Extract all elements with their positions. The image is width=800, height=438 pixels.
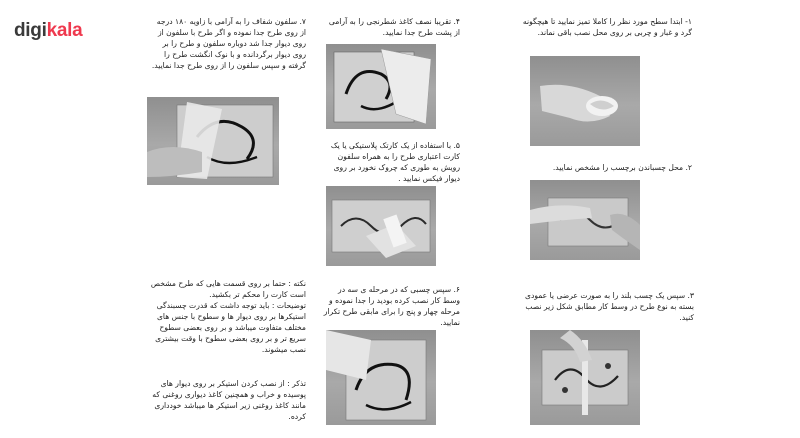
step-2-photo xyxy=(530,180,640,260)
logo-part-digi: digi xyxy=(14,20,47,41)
step-6-photo xyxy=(326,330,436,425)
step-4-photo xyxy=(326,44,436,129)
step-7-text: ۷. سلفون شفاف را به آرامی با زاویه ۱۸۰ درجه از روی طرح جدا نموده و اگر طرح با سلفون از روی دیوار جدا شد دوباره سلفون و طرح را بر روی دیوار برگردانده و با نوک انگشت طرح را گرفته و سپس سلفون را از روی طرح جدا نمایید. xyxy=(151,17,306,70)
step-1-photo xyxy=(530,56,640,146)
step-5-text: ۵. با استفاده از یک کارتک پلاستیکی یا یک کارت اعتباری طرح را به همراه سلفون رویش به طوری که چروک نخورد بر روی دیوار فیکس نمایید . xyxy=(330,141,460,183)
step-1-text: ۱- ابتدا سطح مورد نظر را کاملا تمیز نمایید تا هیچگونه گرد و غبار و چربی بر روی محل نصب باقی نماند. xyxy=(522,17,692,37)
logo-part-kala: kala xyxy=(46,20,83,41)
note-tip-text: نکته : حتما بر روی قسمت هایی که طرح مشخص است کارت را محکم تر بکشید. xyxy=(150,279,306,299)
step-3-photo xyxy=(530,330,640,425)
digikala-logo xyxy=(14,20,82,42)
note-warning-text: تذکر : از نصب کردن استیکر بر روی دیوار های پوسیده و خراب و همچنین کاغذ دیواری روغنی که مانند کاغذ روغنی زیر استیکر ها میباشد خودداری کرده. xyxy=(152,379,306,421)
step-5-photo xyxy=(326,186,436,266)
note-description-text: توضیحات : باید توجه داشت که قدرت چسبندگی استیکرها بر روی دیوار ها و سطوح با جنس های مختلف متفاوت میباشد و بر روی بعضی سطوح سریع تر و بر روی بعضی سطوح با وقت بیشتری نصب میشوند. xyxy=(155,301,306,354)
step-6-text: ۶. سپس چسبی که در مرحله ی سه در وسط کار نصب کرده بودید را جدا نموده و مرحله چهار و پنج را برای مابقی طرح تکرار نمایید. xyxy=(323,285,460,327)
step-4-text: ۴. تقریبا نصف کاغذ شطرنجی را به آرامی از پشت طرح جدا نمایید. xyxy=(328,17,460,37)
step-3-text: ۳. سپس یک چسب بلند را به صورت عرضی یا عمودی بسته به نوع طرح در وسط کار مطابق شکل زیر نصب کنید. xyxy=(525,291,694,322)
step-7-photo xyxy=(147,97,279,185)
step-2-text: ۲. محل چسباندن برچسب را مشخص نمایید. xyxy=(552,163,692,172)
